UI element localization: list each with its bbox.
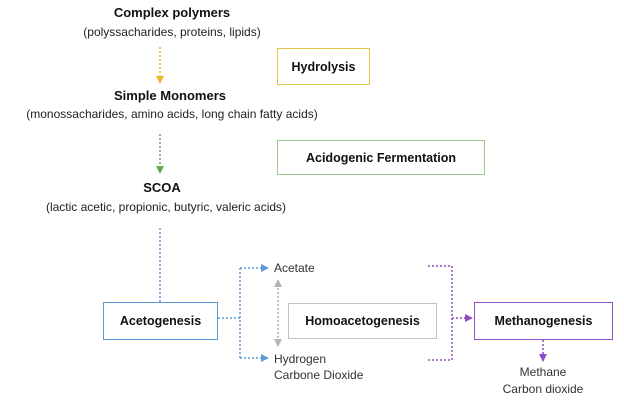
acidogenic-fermentation-box (277, 140, 485, 175)
acidogenic-fermentation-label: Acidogenic Fermentation (305, 150, 457, 165)
methanogenesis-label: Methanogenesis (494, 314, 593, 328)
methanogenesis-box (474, 302, 613, 340)
acetate-label: Acetate (274, 261, 315, 275)
hydrolysis-label: Hydrolysis (291, 59, 356, 74)
complex-polymers-title: Complex polymers (113, 5, 231, 20)
scoa-title: SCOA (143, 180, 181, 195)
hydrolysis-box (277, 48, 370, 85)
simple-monomers-title: Simple Monomers (114, 88, 226, 103)
homoacetogenesis-label: Homoacetogenesis (305, 314, 420, 328)
hydrogen-label: Hydrogen (274, 352, 327, 366)
methane-carbon-dioxide-label: Carbon dioxide (502, 382, 584, 396)
acetogenesis-label: Acetogenesis (119, 314, 202, 328)
carbone-dioxide-label: Carbone Dioxide (274, 368, 364, 382)
complex-polymers-subtitle: (polyssacharides, proteins, lipids) (83, 25, 261, 39)
simple-monomers-subtitle: (monossacharides, amino acids, long chain fatty acids) (26, 107, 318, 121)
methane-label: Methane (519, 365, 567, 379)
homoacetogenesis-box (288, 303, 437, 339)
scoa-subtitle: (lactic acetic, propionic, butyric, valeric acids) (45, 200, 287, 214)
acetogenesis-box (103, 302, 218, 340)
